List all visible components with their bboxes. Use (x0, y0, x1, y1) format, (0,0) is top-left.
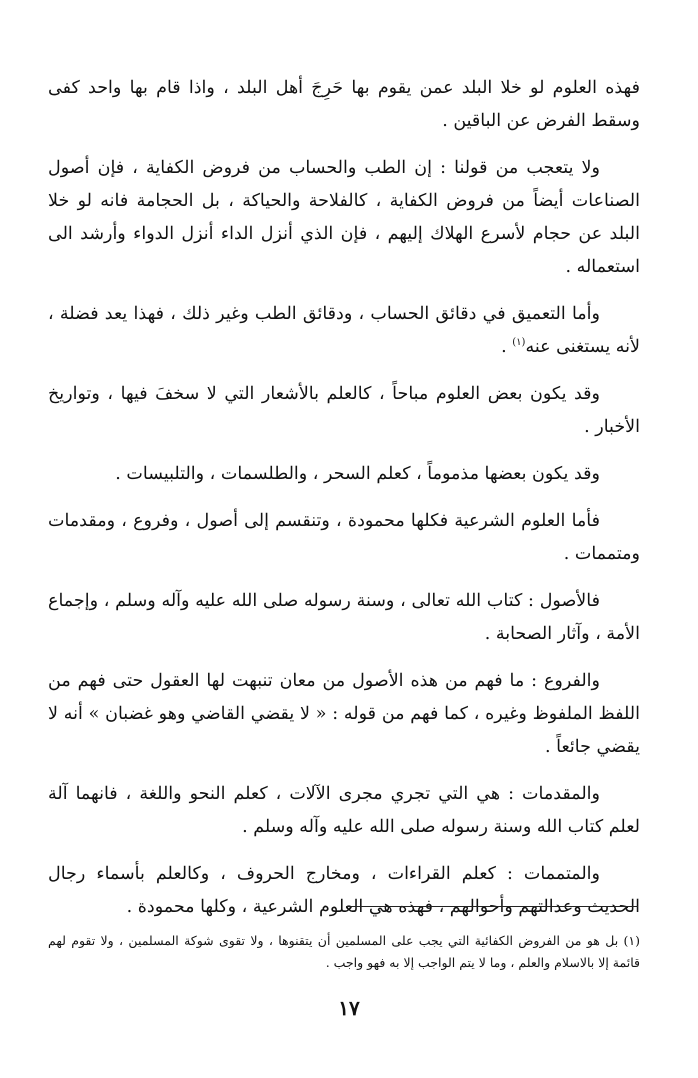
paragraph: والمتممات : كعلم القراءات ، ومخارج الحروف ، وكالعلم بأسماء رجال الحديث وعدالتهم وأحوالهم ، فهذه هي العلوم الشرعية ، وكلها محمودة . (48, 864, 640, 917)
paragraph-end: . (501, 337, 513, 357)
footnote: (١) بل هو من الفروض الكفائية التي يجب على المسلمين أن يتقنوها ، ولا تقوى شوكة المسلمين ، ولا تقوم لهم قائمة إلا بالاسلام والعلم ، وما لا يتم الواجب إلا به فهو واجب . (48, 933, 640, 970)
body-text (48, 72, 640, 938)
paragraph: فالأصول : كتاب الله تعالى ، وسنة رسوله صلى الله عليه وآله وسلم ، وإجماع الأمة ، وآثار الصحابة . (48, 591, 640, 644)
paragraph-text: وأما التعميق في دقائق الحساب ، ودقائق الطب وغير ذلك ، فهذا يعد فضلة ، لأنه يستغنى عنه (48, 304, 640, 357)
paragraph-with-footnote (48, 298, 640, 364)
paragraph: وقد يكون بعضها مذموماً ، كعلم السحر ، والطلسمات ، والتلبيسات . (115, 464, 600, 484)
page-number: ١٧ (338, 996, 360, 1020)
paragraph: فأما العلوم الشرعية فكلها محمودة ، وتنقسم إلى أصول ، وفروع ، ومقدمات ومتممات . (48, 511, 640, 564)
paragraph: والفروع : ما فهم من هذه الأصول من معان تنبهت لها العقول حتى فهم من اللفظ الملفوظ وغيره ، كما فهم من قوله : « لا يقضي القاضي وهو غضبان » أنه لا يقضي جائعاً . (48, 671, 640, 757)
paragraph: فهذه العلوم لو خلا البلد عمن يقوم بها حَرِجَ أهل البلد ، واذا قام بها واحد كفى وسقط الفرض عن الباقين . (48, 78, 640, 131)
paragraph: ولا يتعجب من قولنا : إن الطب والحساب من فروض الكفاية ، فإن أصول الصناعات أيضاً من فروض الكفاية ، كالفلاحة والحياكة ، بل الحجامة فانه لو خلا البلد عن حجام لأسرع الهلاك إليهم ، فإن الذي أنزل الداء أنزل الدواء وأرشد الى استعماله . (48, 158, 640, 277)
footnote-reference[interactable]: (١) (512, 337, 526, 349)
paragraph: والمقدمات : هي التي تجري مجرى الآلات ، كعلم النحو واللغة ، فانهما آلة لعلم كتاب الله وسنة رسوله صلى الله عليه وآله وسلم . (48, 784, 640, 837)
footnote-divider (346, 906, 638, 907)
paragraph: وقد يكون بعض العلوم مباحاً ، كالعلم بالأشعار التي لا سخفَ فيها ، وتواريخ الأخبار . (48, 384, 640, 437)
